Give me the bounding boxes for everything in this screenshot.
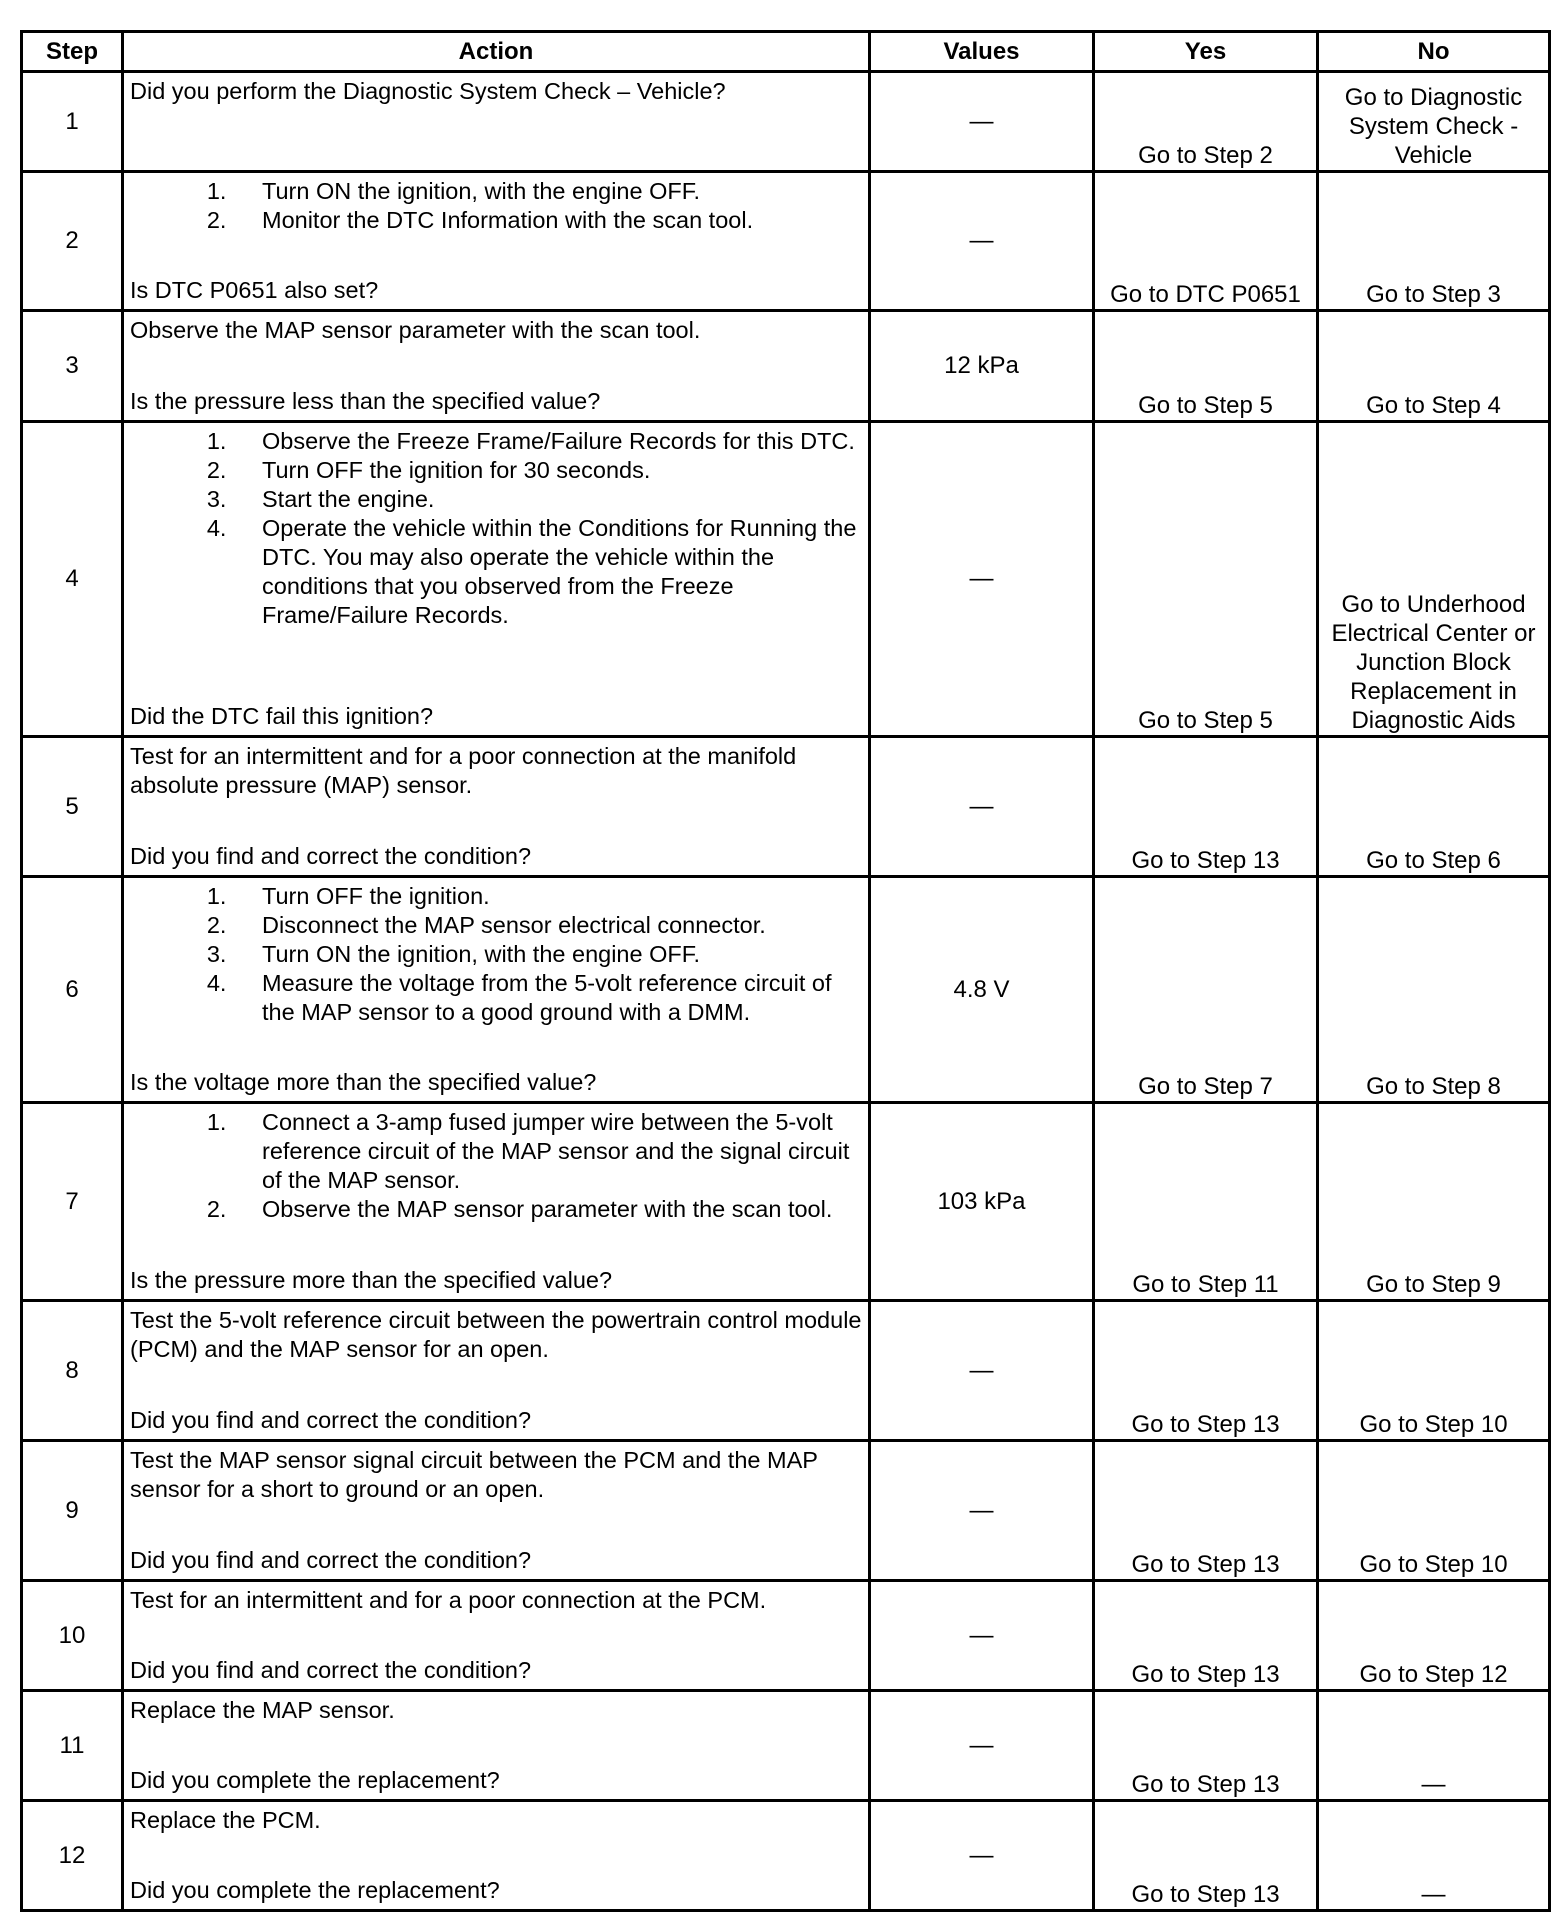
action-instructions — [130, 1806, 862, 1835]
action-intro: Test the 5-volt reference circuit between the powertrain control module (PCM) and the MAP sensor for an open. — [130, 1307, 862, 1362]
yes-cell: Go to Step 13 — [1094, 1581, 1318, 1691]
no-cell: — — [1318, 1691, 1550, 1801]
action-cell — [123, 172, 870, 311]
value-cell: — — [870, 1801, 1094, 1911]
action-step-item: 3. Turn ON the ignition, with the engine OFF. — [233, 940, 862, 969]
yes-cell: Go to Step 7 — [1094, 877, 1318, 1103]
action-cell — [123, 1103, 870, 1301]
yes-cell: Go to Step 2 — [1094, 72, 1318, 172]
yes-cell: Go to Step 5 — [1094, 422, 1318, 737]
action-question: Is the pressure less than the specified value? — [130, 388, 601, 414]
header-step: Step — [22, 32, 123, 72]
action-instructions — [130, 1108, 862, 1224]
action-question: Is the voltage more than the specified value? — [130, 1069, 597, 1095]
step-cell: 3 — [22, 311, 123, 422]
action-cell — [123, 1301, 870, 1441]
action-steps-list — [130, 1108, 862, 1224]
action-instructions — [130, 1586, 862, 1615]
step-cell: 2 — [22, 172, 123, 311]
table-row — [22, 1801, 1550, 1911]
step-cell: 12 — [22, 1801, 123, 1911]
action-cell — [123, 877, 870, 1103]
table-row — [22, 1301, 1550, 1441]
action-step-item: 1. Turn OFF the ignition. — [233, 882, 862, 911]
action-instructions — [130, 77, 862, 106]
value-cell: — — [870, 422, 1094, 737]
table-row — [22, 311, 1550, 422]
value-cell: — — [870, 172, 1094, 311]
value-cell: — — [870, 737, 1094, 877]
table-row — [22, 877, 1550, 1103]
action-steps-list — [130, 882, 862, 1027]
action-question: Did you find and correct the condition? — [130, 1657, 532, 1683]
action-instructions — [130, 1446, 862, 1504]
table-row — [22, 1441, 1550, 1581]
step-cell: 11 — [22, 1691, 123, 1801]
value-cell: — — [870, 1301, 1094, 1441]
action-content — [124, 1802, 868, 1909]
value-cell: 103 kPa — [870, 1103, 1094, 1301]
value-cell: — — [870, 1441, 1094, 1581]
no-cell: — — [1318, 1801, 1550, 1911]
header-values: Values — [870, 32, 1094, 72]
action-step-item: 4. Operate the vehicle within the Conditions for Running the DTC. You may also operate the vehicle within the conditions that you observed from the Freeze Frame/Failure Records. — [233, 514, 862, 630]
step-cell: 4 — [22, 422, 123, 737]
value-cell: — — [870, 1691, 1094, 1801]
action-question: Did you complete the replacement? — [130, 1767, 500, 1793]
action-question: Did you find and correct the condition? — [130, 1547, 532, 1573]
yes-cell: Go to Step 13 — [1094, 737, 1318, 877]
action-cell — [123, 422, 870, 737]
action-cell — [123, 1691, 870, 1801]
action-question: Is DTC P0651 also set? — [130, 277, 379, 303]
table-row — [22, 737, 1550, 877]
no-cell: Go to Step 10 — [1318, 1441, 1550, 1581]
table-row — [22, 1581, 1550, 1691]
action-instructions — [130, 882, 862, 1027]
no-cell: Go to Step 6 — [1318, 737, 1550, 877]
action-cell — [123, 1441, 870, 1581]
yes-cell: Go to Step 13 — [1094, 1301, 1318, 1441]
action-content — [124, 1302, 868, 1439]
step-cell: 8 — [22, 1301, 123, 1441]
action-step-item: 2. Monitor the DTC Information with the scan tool. — [233, 206, 862, 235]
table-row — [22, 1103, 1550, 1301]
action-step-item: 1. Connect a 3-amp fused jumper wire between the 5-volt reference circuit of the MAP sensor and the signal circuit of the MAP sensor. — [233, 1108, 862, 1195]
header-yes: Yes — [1094, 32, 1318, 72]
header-row — [22, 32, 1550, 72]
yes-cell: Go to Step 5 — [1094, 311, 1318, 422]
yes-cell: Go to Step 13 — [1094, 1441, 1318, 1581]
action-cell — [123, 72, 870, 172]
action-content — [124, 423, 868, 735]
action-instructions — [130, 742, 862, 800]
action-question: Did you find and correct the condition? — [130, 1407, 532, 1433]
step-cell: 7 — [22, 1103, 123, 1301]
no-cell: Go to Diagnostic System Check - Vehicle — [1318, 72, 1550, 172]
action-content — [124, 1104, 868, 1299]
action-instructions — [130, 1306, 862, 1364]
header-action: Action — [123, 32, 870, 72]
action-instructions — [130, 316, 862, 345]
action-content — [124, 312, 868, 420]
step-cell: 10 — [22, 1581, 123, 1691]
action-instructions — [130, 427, 862, 630]
action-cell — [123, 311, 870, 422]
action-step-item: 1. Observe the Freeze Frame/Failure Records for this DTC. — [233, 427, 862, 456]
action-content — [124, 73, 868, 170]
step-cell: 5 — [22, 737, 123, 877]
action-question: Is the pressure more than the specified value? — [130, 1267, 613, 1293]
action-content — [124, 1442, 868, 1579]
no-cell: Go to Step 12 — [1318, 1581, 1550, 1691]
action-content — [124, 1692, 868, 1799]
table-row — [22, 1691, 1550, 1801]
action-content — [124, 738, 868, 875]
yes-cell: Go to Step 13 — [1094, 1691, 1318, 1801]
action-cell — [123, 737, 870, 877]
action-intro: Did you perform the Diagnostic System Check – Vehicle? — [130, 78, 726, 104]
no-cell: Go to Step 10 — [1318, 1301, 1550, 1441]
table-row — [22, 172, 1550, 311]
no-cell: Go to Step 9 — [1318, 1103, 1550, 1301]
yes-cell: Go to DTC P0651 — [1094, 172, 1318, 311]
action-question: Did you complete the replacement? — [130, 1877, 500, 1903]
action-content — [124, 173, 868, 309]
action-cell — [123, 1801, 870, 1911]
action-intro: Test the MAP sensor signal circuit between the PCM and the MAP sensor for a short to ground or an open. — [130, 1447, 818, 1502]
action-instructions — [130, 177, 862, 235]
action-content — [124, 1582, 868, 1689]
table-row — [22, 72, 1550, 172]
table-row — [22, 422, 1550, 737]
diagnostic-table — [20, 30, 1551, 1912]
no-cell: Go to Step 4 — [1318, 311, 1550, 422]
value-cell: — — [870, 1581, 1094, 1691]
action-intro: Test for an intermittent and for a poor connection at the PCM. — [130, 1587, 767, 1613]
value-cell: — — [870, 72, 1094, 172]
action-intro: Test for an intermittent and for a poor connection at the manifold absolute pressure (MAP) sensor. — [130, 743, 797, 798]
action-cell — [123, 1581, 870, 1691]
value-cell: 12 kPa — [870, 311, 1094, 422]
action-intro: Observe the MAP sensor parameter with the scan tool. — [130, 317, 701, 343]
yes-cell: Go to Step 13 — [1094, 1801, 1318, 1911]
header-no: No — [1318, 32, 1550, 72]
action-step-item: 4. Measure the voltage from the 5-volt reference circuit of the MAP sensor to a good ground with a DMM. — [233, 969, 862, 1027]
step-cell: 1 — [22, 72, 123, 172]
action-intro: Replace the MAP sensor. — [130, 1697, 395, 1723]
no-cell: Go to Step 3 — [1318, 172, 1550, 311]
action-content — [124, 878, 868, 1101]
action-step-item: 2. Disconnect the MAP sensor electrical connector. — [233, 911, 862, 940]
step-cell: 9 — [22, 1441, 123, 1581]
action-question: Did the DTC fail this ignition? — [130, 703, 434, 729]
action-instructions — [130, 1696, 862, 1725]
action-steps-list — [130, 427, 862, 630]
yes-cell: Go to Step 11 — [1094, 1103, 1318, 1301]
action-step-item: 1. Turn ON the ignition, with the engine OFF. — [233, 177, 862, 206]
action-step-item: 3. Start the engine. — [233, 485, 862, 514]
action-intro: Replace the PCM. — [130, 1807, 321, 1833]
action-question: Did you find and correct the condition? — [130, 843, 532, 869]
action-step-item: 2. Turn OFF the ignition for 30 seconds. — [233, 456, 862, 485]
step-cell: 6 — [22, 877, 123, 1103]
no-cell: Go to Step 8 — [1318, 877, 1550, 1103]
value-cell: 4.8 V — [870, 877, 1094, 1103]
action-steps-list — [130, 177, 862, 235]
no-cell: Go to Underhood Electrical Center or Junction Block Replacement in Diagnostic Aids — [1318, 422, 1550, 737]
action-step-item: 2. Observe the MAP sensor parameter with the scan tool. — [233, 1195, 862, 1224]
